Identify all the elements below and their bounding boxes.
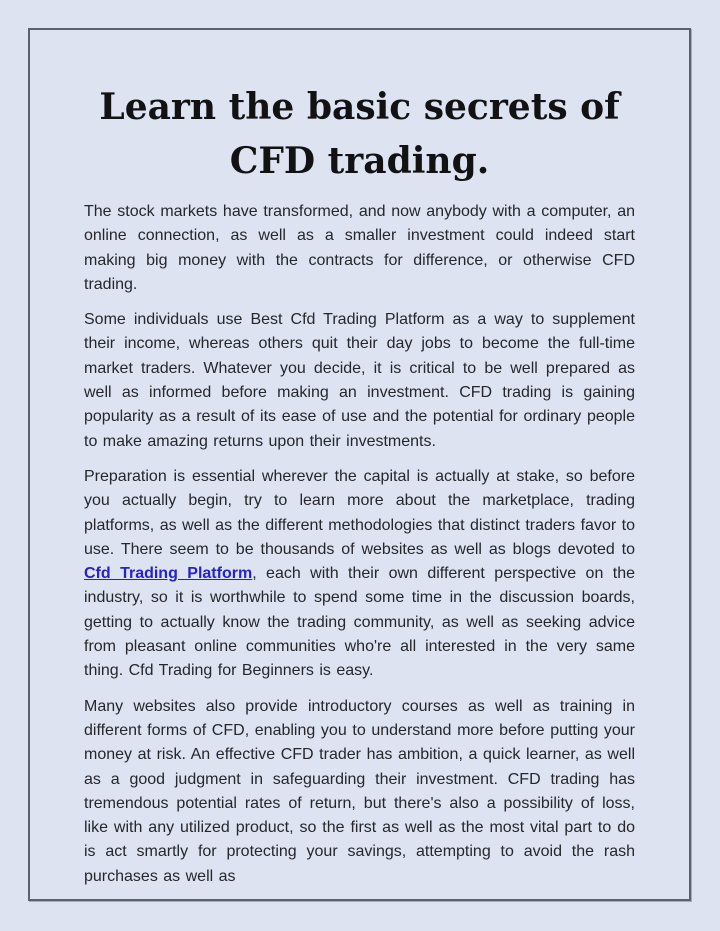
paragraph-courses-risk bbox=[84, 695, 635, 889]
paragraph-intro bbox=[84, 200, 635, 297]
paragraph-text: , each with their own different perspective on the industry, so it is worthwhile to spend some time in the discussion boards, getting to actually know the trading community, as well as seeking advice from pleasant online communities who're all interested in the very same thing. Cfd Trading for Beginners is easy. bbox=[84, 565, 636, 680]
paragraph-supplement-income bbox=[84, 308, 635, 454]
paragraph-text: Many websites also provide introductory courses as well as training in different forms of CFD, enabling you to understand more before putting your money at risk. An effective CFD trader has ambition, a quick learner, as well as a good judgment in safeguarding their investment. CFD trading has tremendous potential rates of return, but there's also a possibility of loss, like with any utilized product, so the first as well as the most vital part to do is act smartly for protecting your savings, attempting to avoid the rash purchases as well as bbox=[84, 697, 635, 885]
paragraph-text: The stock markets have transformed, and now anybody with a computer, an online connection, as well as a smaller investment could indeed start making big money with the contracts for difference, or otherwise CFD trading. bbox=[84, 203, 635, 293]
paragraph-text: Preparation is essential wherever the capital is actually at stake, so before you actually begin, try to learn more about the marketplace, trading platforms, as well as the different methodologies that distinct traders favor to use. There seem to be thousands of websites as well as blogs devoted to bbox=[84, 467, 635, 558]
document-content bbox=[30, 30, 689, 900]
document-frame bbox=[28, 28, 691, 901]
paragraph-preparation bbox=[84, 465, 635, 684]
cfd-trading-platform-link[interactable]: Cfd Trading Platform bbox=[84, 565, 253, 583]
paragraph-text: Some individuals use Best Cfd Trading Platform as a way to supplement their income, whereas others quit their day jobs to become the full-time market traders. Whatever you decide, it is critical to be well prepared as well as informed before making an investment. CFD trading is gaining popularity as a result of its ease of use and the potential for ordinary people to make amazing returns upon their investments. bbox=[84, 311, 635, 450]
page-title: Learn the basic secrets of CFD trading. bbox=[99, 86, 620, 182]
